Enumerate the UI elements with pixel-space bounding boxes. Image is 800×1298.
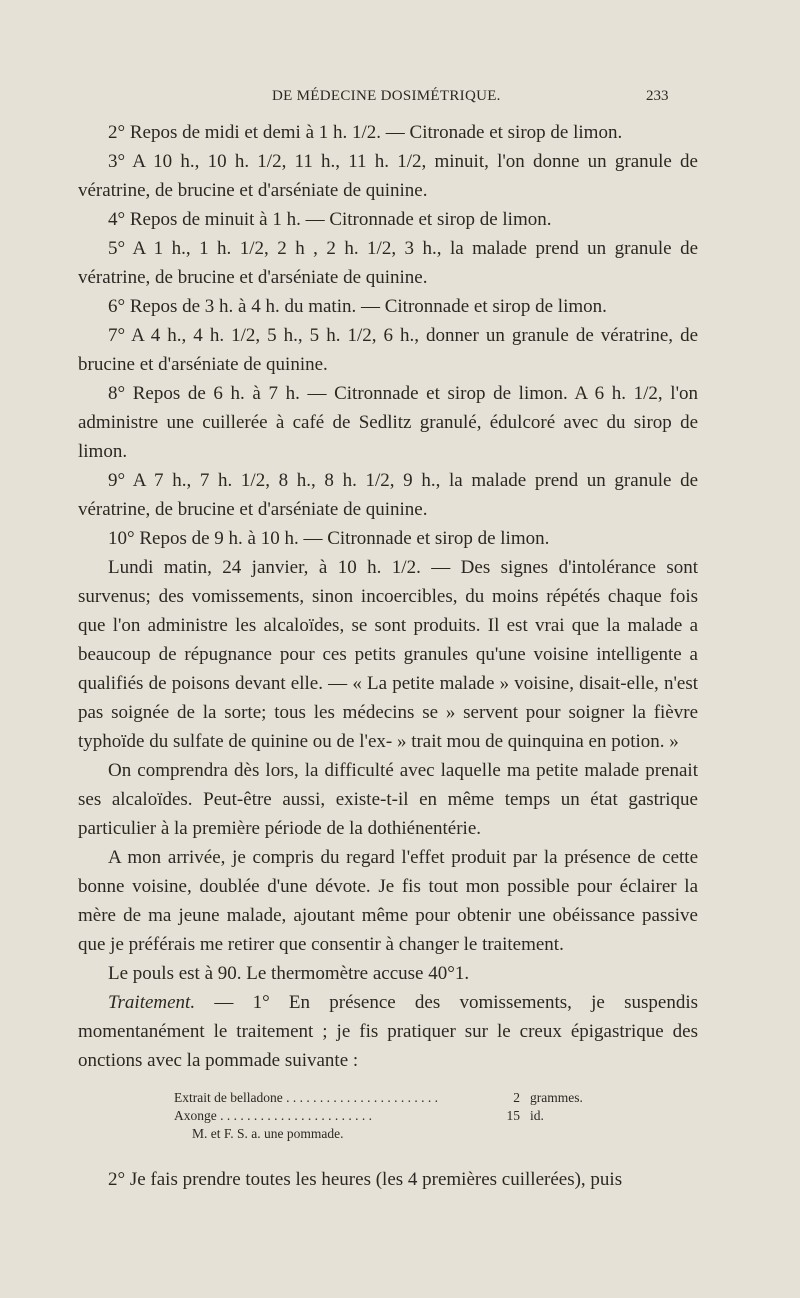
page-number: 233 (646, 88, 669, 104)
paragraph-6: 6° Repos de 3 h. à 4 h. du matin. — Citronnade et sirop de limon. (108, 296, 607, 317)
ingredient-qty: 15 (506, 1108, 520, 1123)
paragraph-final: 2° Je fais prendre toutes les heures (les 4 premières cuillerées), puis (108, 1169, 623, 1190)
paragraph-10: 10° Repos de 9 h. à 10 h. — Citronnade et sirop de limon. (108, 528, 550, 549)
ingredient-qty: 2 (513, 1090, 520, 1105)
paragraph-lundi: Lundi matin, 24 janvier, à 10 h. 1/2. — Des signes d'intolérance sont survenus; des vomissements, sinon incoercibles, du moins répétés chaque fois que l'on administre les alcaloïdes, se sont produits. Il est vrai que la malade a beaucoup de répugnance pour ces petits granules qu'une voisine intelligente a qualifiés de poisons devant elle. — « La petite malade » voisine, disait-elle, n'est pas soignée de la sorte; tous les médecins se » servent pour soigner la fièvre typhoïde du sulfate de quinine ou de l'ex- » trait mou de quinquina en potion. » (78, 557, 698, 752)
paragraph-4: 4° Repos de minuit à 1 h. — Citronnade et sirop de limon. (108, 209, 552, 230)
treatment-label: Traitement. (108, 992, 196, 1013)
ingredient-unit: id. (530, 1108, 544, 1123)
paragraph-3: 3° A 10 h., 10 h. 1/2, 11 h., 11 h. 1/2, minuit, l'on donne un granule de vératrine, de brucine et d'arséniate de quinine. (78, 151, 698, 201)
recipe-block (174, 1089, 698, 1143)
page-header (0, 88, 800, 110)
paragraph-mon-arrivee: A mon arrivée, je compris du regard l'effet produit par la présence de cette bonne voisine, doublée d'une dévote. Je fis tout mon possible pour éclairer la mère de ma jeune malade, ajoutant même pour obtenir une obéissance passive que je préférais me retirer que consentir à changer le traitement. (78, 847, 698, 955)
paragraph-traitement (78, 988, 698, 1075)
paragraph-7: 7° A 4 h., 4 h. 1/2, 5 h., 5 h. 1/2, 6 h., donner un granule de vératrine, de brucine et d'arséniate de quinine. (78, 325, 698, 375)
running-head: DE MÉDECINE DOSIMÉTRIQUE. (272, 88, 501, 104)
recipe-row (174, 1089, 698, 1107)
paragraph-pouls: Le pouls est à 90. Le thermomètre accuse 40°1. (108, 963, 470, 984)
paragraph-8: 8° Repos de 6 h. à 7 h. — Citronnade et sirop de limon. A 6 h. 1/2, l'on administre une cuillerée à café de Sedlitz granulé, édulcoré avec du sirop de limon. (78, 383, 698, 462)
page-body (78, 118, 698, 1194)
recipe-row (174, 1107, 698, 1125)
ingredient-name: Extrait de belladone . . . (174, 1089, 484, 1107)
ingredient-unit: grammes. (530, 1090, 583, 1105)
paragraph-5: 5° A 1 h., 1 h. 1/2, 2 h , 2 h. 1/2, 3 h., la malade prend un granule de vératrine, de brucine et d'arséniate de quinine. (78, 238, 698, 288)
ingredient-name: Axonge . . . (174, 1107, 484, 1125)
recipe-note: M. et F. S. a. une pommade. (192, 1126, 344, 1141)
paragraph-9: 9° A 7 h., 7 h. 1/2, 8 h., 8 h. 1/2, 9 h., la malade prend un granule de vératrine, de brucine et d'arséniate de quinine. (78, 470, 698, 520)
paragraph-2: 2° Repos de midi et demi à 1 h. 1/2. — Citronade et sirop de limon. (108, 122, 623, 143)
treatment-text: — 1° En présence des vomissements, je suspendis momentanément le traitement ; je fis pratiquer sur le creux épigastrique des onctions avec la pommade suivante : (78, 992, 698, 1071)
paragraph-on-comprendra: On comprendra dès lors, la difficulté avec laquelle ma petite malade prenait ses alcaloïdes. Peut-être aussi, existe-t-il en même temps un état gastrique particulier à la première période de la dothiénentérie. (78, 760, 698, 839)
